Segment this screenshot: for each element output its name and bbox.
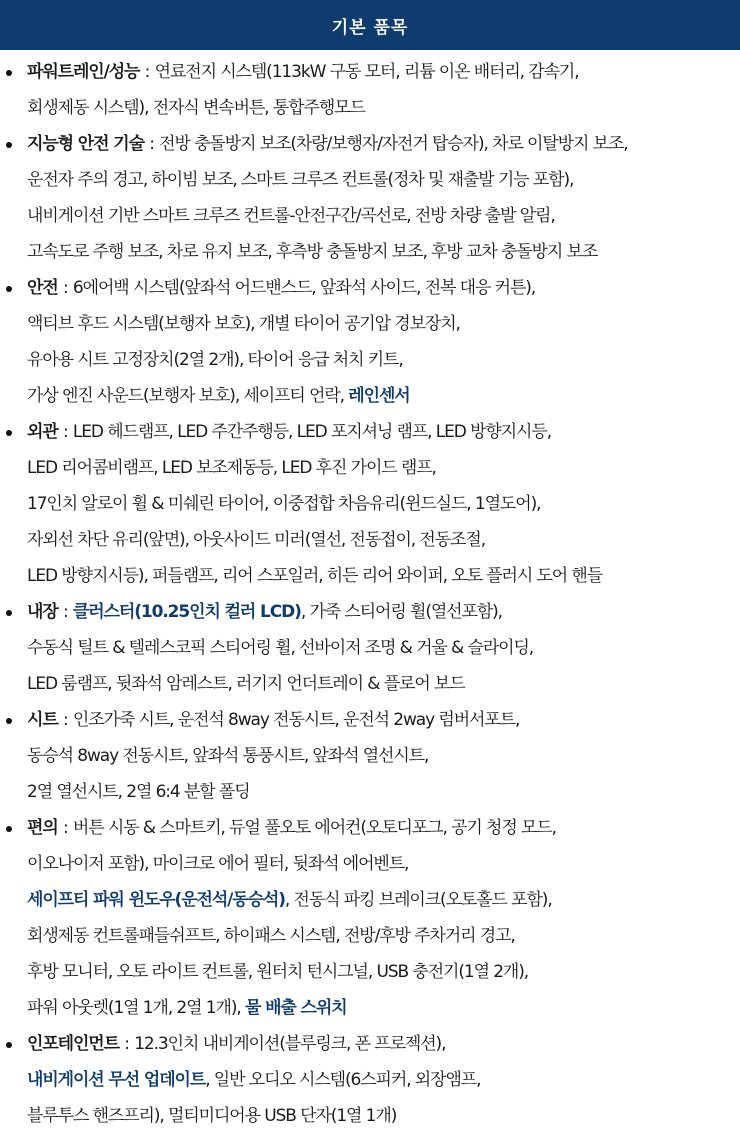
spec-line: [27, 1026, 736, 1062]
spec-line: [27, 882, 736, 918]
title-separator: :: [144, 134, 159, 154]
feature-text: 블루투스 핸즈프리), 멀티미디어용 USB 단자(1열 1개): [27, 1106, 397, 1126]
spec-line: [27, 270, 736, 306]
bullet-icon: [6, 610, 12, 616]
spec-section: [0, 414, 740, 594]
section-title: 내장: [27, 602, 58, 622]
spec-line: [27, 234, 736, 270]
spec-line: [27, 738, 736, 774]
spec-section: [0, 702, 740, 810]
section-title: 인포테인먼트: [27, 1034, 119, 1054]
feature-text: LED 방향지시등), 퍼들램프, 리어 스포일러, 히든 리어 와이퍼, 오토 플러시 도어 핸들: [27, 566, 603, 586]
title-separator: :: [58, 422, 72, 442]
feature-text: 회생제동 시스템), 전자식 변속버튼, 통합주행모드: [27, 98, 365, 118]
spec-line: [27, 90, 736, 126]
spec-line: [27, 450, 736, 486]
spec-section: [0, 594, 740, 702]
feature-text: 자외선 차단 유리(앞면), 아웃사이드 미러(열선, 전동접이, 전동조절,: [27, 530, 486, 550]
highlighted-feature: 레인센서: [348, 386, 410, 406]
section-title: 지능형 안전 기술: [27, 134, 144, 154]
highlighted-feature: 내비게이션 무선 업데이트: [27, 1070, 206, 1090]
feature-text: 인조가죽 시트, 운전석 8way 전동시트, 운전석 2way 럼버서포트,: [72, 710, 520, 730]
spec-line: [27, 666, 736, 702]
feature-text: 운전자 주의 경고, 하이빔 보조, 스마트 크루즈 컨트롤(정차 및 재출발 기능 포함),: [27, 170, 574, 190]
feature-text: LED 룸램프, 뒷좌석 암레스트, 러기지 언더트레이 & 플로어 보드: [27, 674, 465, 694]
spec-line: [27, 810, 736, 846]
spec-list: [0, 54, 740, 1134]
spec-line: [27, 630, 736, 666]
feature-text: 회생제동 컨트롤패들쉬프트, 하이패스 시스템, 전방/후방 주차거리 경고,: [27, 926, 515, 946]
feature-text: 버튼 시동 & 스마트키, 듀얼 풀오토 에어컨(오토디포그, 공기 청정 모드,: [72, 818, 556, 838]
spec-line: [27, 378, 736, 414]
spec-line: [27, 594, 736, 630]
highlighted-feature: 세이프티 파워 윈도우(운전석/동승석): [27, 890, 285, 910]
bullet-icon: [6, 1042, 12, 1048]
spec-line: [27, 54, 736, 90]
bullet-icon: [6, 718, 12, 724]
spec-line: [27, 954, 736, 990]
highlighted-feature: 물 배출 스위치: [244, 998, 347, 1018]
section-title: 파워트레인/성능: [27, 62, 140, 82]
spec-line: [27, 198, 736, 234]
spec-line: [27, 414, 736, 450]
spec-line: [27, 990, 736, 1026]
spec-line: [27, 918, 736, 954]
spec-line: [27, 126, 736, 162]
feature-text: 파워 아웃렛(1열 1개, 2열 1개),: [27, 998, 245, 1018]
feature-text: 가상 엔진 사운드(보행자 보호), 세이프티 언락,: [27, 386, 349, 406]
feature-text: 동승석 8way 전동시트, 앞좌석 통풍시트, 앞좌석 열선시트,: [27, 746, 429, 766]
title-separator: :: [58, 602, 72, 622]
page-title: 기본 품목: [331, 17, 409, 38]
feature-text: , 전동식 파킹 브레이크(오토홀드 포함),: [284, 890, 552, 910]
spec-section: [0, 270, 740, 414]
spec-line: [27, 846, 736, 882]
feature-text: 12.3인치 내비게이션(블루링크, 폰 프로젝션),: [134, 1034, 446, 1054]
feature-text: 수동식 틸트 & 텔레스코픽 스티어링 휠, 선바이저 조명 & 거울 & 슬라이딩,: [27, 638, 534, 658]
spec-line: [27, 1062, 736, 1098]
title-separator: :: [140, 62, 154, 82]
bullet-icon: [6, 70, 12, 76]
section-title: 외관: [27, 422, 58, 442]
feature-text: , 가죽 스티어링 휠(열선포함),: [300, 602, 502, 622]
section-title: 편의: [27, 818, 58, 838]
bullet-icon: [6, 430, 12, 436]
spec-line: [27, 522, 736, 558]
section-title: 시트: [27, 710, 58, 730]
feature-text: 6에어백 시스템(앞좌석 어드밴스드, 앞좌석 사이드, 전복 대응 커튼),: [72, 278, 536, 298]
feature-text: 유아용 시트 고정장치(2열 2개), 타이어 응급 처치 키트,: [27, 350, 403, 370]
title-separator: :: [58, 278, 72, 298]
highlighted-feature: 클러스터(10.25인치 컬러 LCD): [72, 602, 301, 622]
feature-text: 고속도로 주행 보조, 차로 유지 보조, 후측방 충돌방지 보조, 후방 교차 충돌방지 보조: [27, 242, 598, 262]
title-separator: :: [58, 710, 72, 730]
title-separator: :: [119, 1034, 134, 1054]
bullet-icon: [6, 142, 12, 148]
page-header: [0, 0, 740, 50]
spec-section: [0, 126, 740, 270]
feature-text: LED 헤드램프, LED 주간주행등, LED 포지셔닝 램프, LED 방향지시등,: [72, 422, 552, 442]
spec-line: [27, 558, 736, 594]
spec-section: [0, 54, 740, 126]
feature-text: LED 리어콤비램프, LED 보조제동등, LED 후진 가이드 램프,: [27, 458, 436, 478]
feature-text: 전방 충돌방지 보조(차량/보행자/자전거 탑승자), 차로 이탈방지 보조,: [159, 134, 628, 154]
feature-text: 17인치 알로이 휠 & 미쉐린 타이어, 이중접합 차음유리(윈드실드, 1열도어),: [27, 494, 541, 514]
feature-text: 이오나이저 포함), 마이크로 에어 필터, 뒷좌석 에어벤트,: [27, 854, 409, 874]
spec-line: [27, 1098, 736, 1134]
feature-text: , 일반 오디오 시스템(6스피커, 외장앰프,: [205, 1070, 481, 1090]
spec-section: [0, 810, 740, 1026]
bullet-icon: [6, 826, 12, 832]
spec-line: [27, 306, 736, 342]
spec-line: [27, 702, 736, 738]
feature-text: 액티브 후드 시스템(보행자 보호), 개별 타이어 공기압 경보장치,: [27, 314, 460, 334]
feature-text: 후방 모니터, 오토 라이트 컨트롤, 원터치 턴시그널, USB 충전기(1열 2개),: [27, 962, 529, 982]
spec-line: [27, 486, 736, 522]
feature-text: 2열 열선시트, 2열 6:4 분할 폴딩: [27, 782, 250, 802]
feature-text: 연료전지 시스템(113kW 구동 모터, 리튬 이온 배터리, 감속기,: [154, 62, 579, 82]
spec-line: [27, 342, 736, 378]
spec-section: [0, 1026, 740, 1134]
spec-line: [27, 162, 736, 198]
section-title: 안전: [27, 278, 58, 298]
feature-text: 내비게이션 기반 스마트 크루즈 컨트롤-안전구간/곡선로, 전방 차량 출발 알림,: [27, 206, 555, 226]
bullet-icon: [6, 286, 12, 292]
title-separator: :: [58, 818, 72, 838]
spec-line: [27, 774, 736, 810]
